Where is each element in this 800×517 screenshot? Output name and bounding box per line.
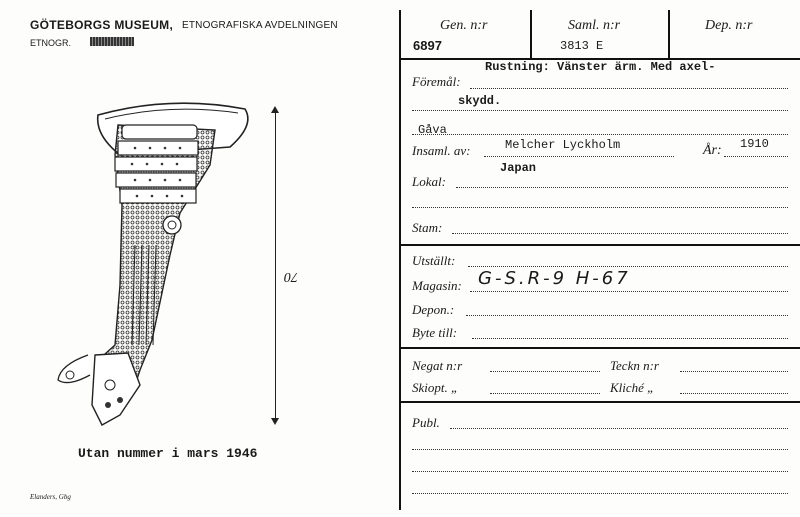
insaml-line <box>484 156 674 157</box>
foremal-line <box>470 88 788 89</box>
stam-label: Stam: <box>412 220 443 235</box>
lokal-line <box>456 187 788 188</box>
foremal-line-2 <box>412 110 788 111</box>
teckn-label: Teckn n:r <box>610 358 659 373</box>
byte-label: Byte till: <box>412 325 458 340</box>
teckn-line <box>680 371 788 372</box>
lokal-label: Lokal: <box>412 174 446 189</box>
insaml-value: Melcher Lyckholm <box>505 138 621 152</box>
stam-line <box>452 233 788 234</box>
lokal-value: Japan <box>500 161 537 175</box>
foremal-value-line2: skydd. <box>458 94 502 108</box>
dep-nr-label: Dep. n:r <box>705 18 753 33</box>
magasin-line <box>470 291 788 292</box>
gava-line <box>412 134 788 135</box>
section-rule-3 <box>400 401 800 403</box>
armor-sleeve-drawing <box>40 95 260 445</box>
section-label: ETNOGR. <box>30 38 72 48</box>
museum-name: GÖTEBORGS MUSEUM, <box>30 18 174 32</box>
saml-nr-value: 3813 E <box>560 39 604 53</box>
publ-line <box>450 428 788 429</box>
gen-nr-label: Gen. n:r <box>440 18 488 33</box>
header-divider-1 <box>530 10 532 59</box>
utstallt-line <box>468 266 788 267</box>
redacted-stamp <box>90 37 134 46</box>
foremal-label: Föremål: <box>412 74 461 89</box>
magasin-value: G-S.R-9 H-67 <box>478 268 631 289</box>
card-left-border <box>399 10 401 510</box>
gen-nr-value: 6897 <box>413 38 442 53</box>
depon-line <box>466 315 788 316</box>
magasin-label: Magasin: <box>412 278 462 293</box>
ar-label: År: <box>703 143 722 158</box>
publ-line-2 <box>412 449 788 450</box>
skiopt-line <box>490 393 600 394</box>
foremal-value-line1: Rustning: Vänster ärm. Med axel- <box>485 60 716 74</box>
dimension-line <box>275 110 276 420</box>
kliche-label: Kliché „ <box>610 380 655 395</box>
saml-nr-label: Saml. n:r <box>568 18 621 33</box>
header-divider-2 <box>668 10 670 59</box>
insaml-label: Insaml. av: <box>412 143 471 158</box>
publ-label: Publ. <box>412 415 440 430</box>
utstallt-label: Utställt: <box>412 253 456 268</box>
byte-line <box>472 338 788 339</box>
gava-text: Gåva <box>418 123 447 137</box>
ar-value: 1910 <box>740 137 769 151</box>
negat-label: Negat n:r <box>412 358 463 373</box>
publ-line-4 <box>412 493 788 494</box>
lokal-line-2 <box>412 207 788 208</box>
skiopt-label: Skiopt. „ <box>412 380 459 395</box>
depon-label: Depon.: <box>412 302 455 317</box>
negat-line <box>490 371 600 372</box>
section-rule-2 <box>400 347 800 349</box>
kliche-line <box>680 393 788 394</box>
museum-note: Utan nummer i mars 1946 <box>78 446 258 461</box>
department-name: ETNOGRAFISKA AVDELNINGEN <box>182 20 338 31</box>
section-rule-1 <box>400 244 800 246</box>
printer-credit: Elanders, Gbg <box>30 493 71 501</box>
ar-line <box>724 156 788 157</box>
dimension-label: 70 <box>284 269 298 284</box>
dimension-arrow-top <box>271 106 279 113</box>
publ-line-3 <box>412 471 788 472</box>
dimension-arrow-bottom <box>271 418 279 425</box>
